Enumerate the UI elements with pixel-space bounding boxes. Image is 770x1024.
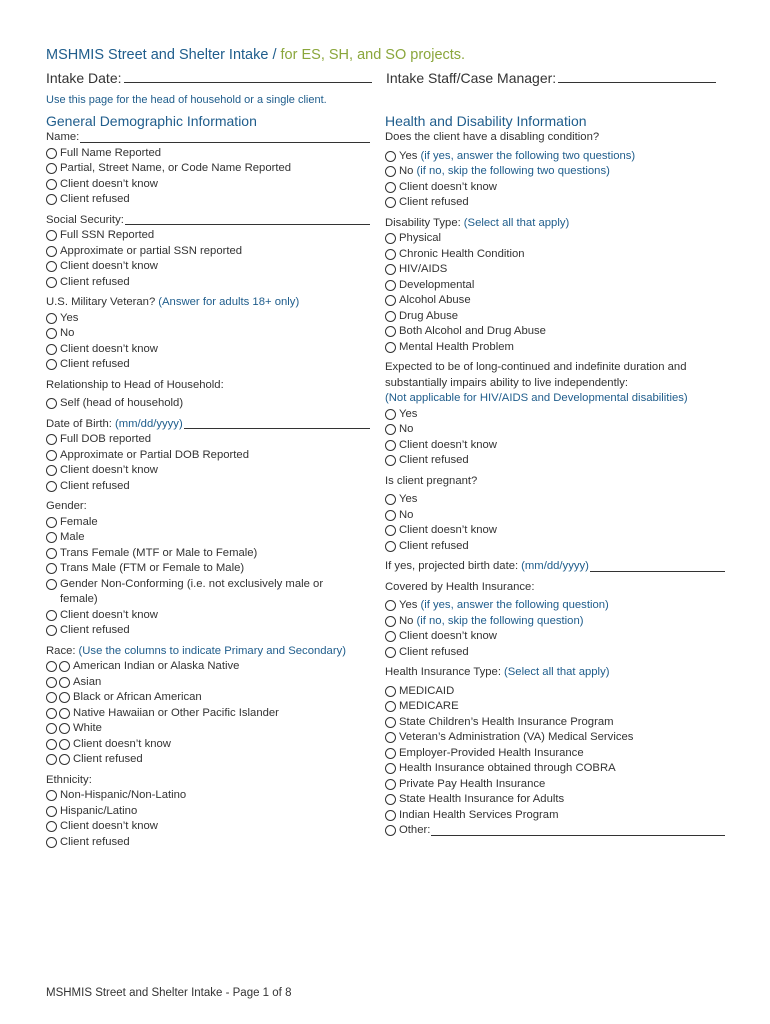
veteran-label: U.S. Military Veteran? (46, 296, 156, 308)
radio-icon[interactable] (46, 532, 57, 543)
radio-icon[interactable] (385, 717, 396, 728)
radio-icon[interactable] (46, 261, 57, 272)
insurance-type-option[interactable]: State Children’s Health Insurance Program (385, 715, 725, 731)
form-title-main: MSHMIS Street and Shelter Intake / (46, 47, 281, 63)
intake-staff-label: Intake Staff/Case Manager: (386, 70, 557, 86)
disability-type-hint: (Select all that apply) (463, 216, 570, 229)
name-option[interactable]: Full Name Reported (46, 146, 370, 162)
radio-icon[interactable] (46, 359, 57, 370)
radio-icon[interactable] (385, 701, 396, 712)
radio-icon[interactable] (46, 517, 57, 528)
radio-icon-secondary[interactable] (59, 739, 70, 750)
page-footer: MSHMIS Street and Shelter Intake - Page 1 of 8 (46, 987, 292, 999)
insurance-type-question (385, 665, 725, 681)
birth-date-question (385, 559, 725, 575)
race-option[interactable]: Black or African American (46, 690, 370, 706)
pregnant-question (385, 474, 725, 490)
general-demographic-section (46, 112, 370, 850)
relationship-label: Relationship to Head of Household: (46, 378, 224, 391)
gender-option[interactable]: Client refused (46, 623, 370, 639)
radio-icon[interactable] (385, 233, 396, 244)
radio-icon[interactable] (46, 148, 57, 159)
disabling-option[interactable]: Client doesn’t know (385, 180, 725, 196)
radio-icon[interactable] (46, 398, 57, 409)
race-option[interactable]: White (46, 721, 370, 737)
race-option[interactable]: Client doesn’t know (46, 737, 370, 753)
name-option[interactable]: Client refused (46, 192, 370, 208)
radio-icon[interactable] (46, 837, 57, 848)
expected-duration-option[interactable]: Yes (385, 407, 725, 423)
radio-icon-secondary[interactable] (59, 708, 70, 719)
insurance-type-option[interactable]: State Health Insurance for Adults (385, 792, 725, 808)
radio-icon-secondary[interactable] (59, 723, 70, 734)
expected-duration-hint: (Not applicable for HIV/AIDS and Developmental disabilities) (385, 392, 688, 404)
insurance-type-other-option[interactable]: Other: (385, 823, 725, 839)
radio-icon-primary[interactable] (46, 739, 57, 750)
gender-option[interactable]: Trans Male (FTM or Female to Male) (46, 561, 370, 577)
insurance-option[interactable]: Yes (if yes, answer the following question) (385, 598, 725, 614)
radio-icon[interactable] (46, 328, 57, 339)
radio-icon[interactable] (46, 434, 57, 445)
radio-icon[interactable] (385, 510, 396, 521)
veteran-option[interactable]: Yes (46, 311, 370, 327)
insurance-type-option[interactable]: Indian Health Services Program (385, 808, 725, 824)
dob-hint: (mm/dd/yyyy) (114, 417, 183, 430)
gender-option[interactable]: Female (46, 515, 370, 531)
gender-option[interactable]: Male (46, 530, 370, 546)
insurance-option[interactable]: No (if no, skip the following question) (385, 614, 725, 630)
dob-question (46, 417, 370, 433)
disability-type-label: Disability Type: (385, 216, 461, 229)
relationship-option[interactable]: Self (head of household) (46, 396, 370, 412)
radio-icon-secondary[interactable] (59, 754, 70, 765)
ssn-question (46, 213, 370, 229)
disability-type-option[interactable]: Drug Abuse (385, 309, 725, 325)
pregnant-option[interactable]: No (385, 508, 725, 524)
race-label: Race: (46, 644, 76, 657)
radio-icon[interactable] (46, 821, 57, 832)
radio-icon[interactable] (46, 465, 57, 476)
ethnicity-question (46, 773, 370, 789)
radio-icon[interactable] (46, 230, 57, 241)
radio-icon[interactable] (385, 600, 396, 611)
ethnicity-option[interactable]: Non-Hispanic/Non-Latino (46, 788, 370, 804)
radio-icon[interactable] (46, 548, 57, 559)
expected-duration-option[interactable]: Client doesn’t know (385, 438, 725, 454)
pregnant-option[interactable]: Client refused (385, 539, 725, 555)
radio-icon-primary[interactable] (46, 708, 57, 719)
radio-icon[interactable] (46, 163, 57, 174)
veteran-option[interactable]: Client refused (46, 357, 370, 373)
radio-icon[interactable] (385, 541, 396, 552)
radio-icon[interactable] (385, 440, 396, 451)
expected-duration-option[interactable]: Client refused (385, 453, 725, 469)
intake-staff-field (386, 70, 716, 86)
intake-date-field (46, 70, 372, 86)
intake-date-label: Intake Date: (46, 70, 122, 86)
veteran-option[interactable]: Client doesn’t know (46, 342, 370, 358)
birth-date-input[interactable] (590, 571, 725, 572)
head-of-household-note: Use this page for the head of household or a single client. (46, 94, 327, 106)
disability-type-option[interactable]: Both Alcohol and Drug Abuse (385, 324, 725, 340)
veteran-hint: (Answer for adults 18+ only) (158, 296, 300, 308)
radio-icon[interactable] (385, 264, 396, 275)
radio-icon[interactable] (46, 610, 57, 621)
radio-icon[interactable] (385, 409, 396, 420)
radio-icon[interactable] (46, 313, 57, 324)
radio-icon[interactable] (385, 494, 396, 505)
disability-type-question (385, 216, 725, 232)
disability-type-option[interactable]: Chronic Health Condition (385, 247, 725, 263)
radio-icon-secondary[interactable] (59, 661, 70, 672)
insurance-option[interactable]: Client refused (385, 645, 725, 661)
radio-icon[interactable] (46, 579, 57, 590)
radio-icon[interactable] (46, 481, 57, 492)
birth-date-label: If yes, projected birth date: (385, 560, 519, 572)
gender-question (46, 499, 370, 515)
race-option[interactable]: Native Hawaiian or Other Pacific Islander (46, 706, 370, 722)
disability-type-option[interactable]: Physical (385, 231, 725, 247)
gender-option[interactable]: Trans Female (MTF or Male to Female) (46, 546, 370, 562)
insurance-type-label: Health Insurance Type: (385, 666, 501, 678)
disabling-question (385, 130, 725, 146)
name-input[interactable] (80, 142, 370, 143)
radio-icon[interactable] (385, 151, 396, 162)
radio-icon[interactable] (385, 424, 396, 435)
insurance-type-option[interactable]: Veteran’s Administration (VA) Medical Services (385, 730, 725, 746)
radio-icon[interactable] (385, 295, 396, 306)
expected-duration-question (385, 360, 725, 407)
radio-icon-secondary[interactable] (59, 692, 70, 703)
name-question (46, 130, 370, 146)
race-option[interactable]: American Indian or Alaska Native (46, 659, 370, 675)
radio-icon[interactable] (385, 455, 396, 466)
insurance-label: Covered by Health Insurance: (385, 580, 535, 593)
radio-icon[interactable] (385, 249, 396, 260)
relationship-question (46, 378, 370, 394)
radio-icon[interactable] (385, 748, 396, 759)
disabling-option[interactable]: Client refused (385, 195, 725, 211)
ssn-option[interactable]: Approximate or partial SSN reported (46, 244, 370, 260)
intake-staff-input[interactable] (558, 82, 716, 83)
disabling-option[interactable]: No (if no, skip the following two questions) (385, 164, 725, 180)
gender-label: Gender: (46, 500, 87, 512)
insurance-type-option[interactable]: Private Pay Health Insurance (385, 777, 725, 793)
name-option[interactable]: Partial, Street Name, or Code Name Reported (46, 161, 370, 177)
radio-icon-primary[interactable] (46, 754, 57, 765)
radio-icon[interactable] (385, 616, 396, 627)
radio-icon[interactable] (46, 194, 57, 205)
radio-icon[interactable] (385, 810, 396, 821)
insurance-option[interactable]: Client doesn’t know (385, 629, 725, 645)
form-title (46, 47, 465, 63)
name-option[interactable]: Client doesn’t know (46, 177, 370, 193)
radio-icon[interactable] (385, 794, 396, 805)
pregnant-label: Is client pregnant? (385, 474, 478, 487)
dob-input[interactable] (184, 428, 370, 429)
gender-option[interactable]: Gender Non-Conforming (i.e. not exclusively male or female) (46, 577, 370, 608)
radio-icon[interactable] (385, 326, 396, 337)
insurance-type-option[interactable]: Health Insurance obtained through COBRA (385, 761, 725, 777)
dob-option[interactable]: Client refused (46, 479, 370, 495)
section-title-demographics: General Demographic Information (46, 113, 257, 129)
gender-option[interactable]: Client doesn’t know (46, 608, 370, 624)
dob-label: Date of Birth: (46, 417, 112, 430)
radio-icon-secondary[interactable] (59, 677, 70, 688)
disabling-label: Does the client have a disabling condition? (385, 131, 600, 143)
ssn-option[interactable]: Client doesn’t know (46, 259, 370, 275)
dob-option[interactable]: Approximate or Partial DOB Reported (46, 448, 370, 464)
radio-icon[interactable] (385, 631, 396, 642)
radio-icon-primary[interactable] (46, 677, 57, 688)
race-question (46, 644, 370, 660)
pregnant-option[interactable]: Yes (385, 492, 725, 508)
section-title-health: Health and Disability Information (385, 113, 587, 129)
race-hint: (Use the columns to indicate Primary and Secondary) (78, 644, 346, 657)
name-label: Name: (46, 131, 80, 143)
insurance-question (385, 580, 725, 596)
radio-icon-primary[interactable] (46, 692, 57, 703)
radio-icon[interactable] (46, 450, 57, 461)
dob-option[interactable]: Client doesn’t know (46, 463, 370, 479)
ethnicity-label: Ethnicity: (46, 773, 92, 786)
radio-icon[interactable] (46, 790, 57, 801)
radio-icon[interactable] (385, 763, 396, 774)
expected-duration-option[interactable]: No (385, 422, 725, 438)
radio-icon[interactable] (385, 166, 396, 177)
radio-icon[interactable] (46, 277, 57, 288)
disability-type-option[interactable]: HIV/AIDS (385, 262, 725, 278)
ethnicity-option[interactable]: Client doesn’t know (46, 819, 370, 835)
radio-icon[interactable] (385, 197, 396, 208)
radio-icon[interactable] (385, 779, 396, 790)
radio-icon[interactable] (385, 686, 396, 697)
ssn-label: Social Security: (46, 213, 124, 226)
insurance-other-input[interactable] (431, 823, 725, 836)
radio-icon[interactable] (46, 246, 57, 257)
disability-type-option[interactable]: Alcohol Abuse (385, 293, 725, 309)
ssn-input[interactable] (125, 224, 370, 225)
pregnant-option[interactable]: Client doesn’t know (385, 523, 725, 539)
insurance-type-option[interactable]: MEDICARE (385, 699, 725, 715)
radio-icon[interactable] (46, 806, 57, 817)
radio-icon[interactable] (385, 280, 396, 291)
ethnicity-option[interactable]: Hispanic/Latino (46, 804, 370, 820)
ssn-option[interactable]: Full SSN Reported (46, 228, 370, 244)
radio-icon[interactable] (385, 311, 396, 322)
radio-icon[interactable] (46, 563, 57, 574)
radio-icon-primary[interactable] (46, 661, 57, 672)
radio-icon[interactable] (46, 179, 57, 190)
insurance-type-option[interactable]: MEDICAID (385, 684, 725, 700)
radio-icon[interactable] (385, 647, 396, 658)
radio-icon[interactable] (385, 825, 396, 836)
ssn-option[interactable]: Client refused (46, 275, 370, 291)
radio-icon[interactable] (46, 625, 57, 636)
veteran-question (46, 295, 370, 311)
radio-icon[interactable] (385, 732, 396, 743)
expected-duration-label: Expected to be of long-continued and indefinite duration and substantially impairs ability to live independently: (385, 361, 687, 389)
insurance-type-option[interactable]: Employer-Provided Health Insurance (385, 746, 725, 762)
race-option[interactable]: Asian (46, 675, 370, 691)
radio-icon[interactable] (385, 525, 396, 536)
disabling-option[interactable]: Yes (if yes, answer the following two questions) (385, 149, 725, 165)
form-subtitle: for ES, SH, and SO projects. (280, 47, 466, 63)
birth-date-hint: (mm/dd/yyyy) (521, 560, 589, 572)
radio-icon[interactable] (385, 182, 396, 193)
radio-icon-primary[interactable] (46, 723, 57, 734)
race-option[interactable]: Client refused (46, 752, 370, 768)
radio-icon[interactable] (46, 344, 57, 355)
veteran-option[interactable]: No (46, 326, 370, 342)
disability-type-option[interactable]: Developmental (385, 278, 725, 294)
health-disability-section (385, 112, 725, 839)
intake-date-input[interactable] (124, 82, 372, 83)
dob-option[interactable]: Full DOB reported (46, 432, 370, 448)
radio-icon[interactable] (385, 342, 396, 353)
insurance-type-hint: (Select all that apply) (503, 666, 610, 678)
ethnicity-option[interactable]: Client refused (46, 835, 370, 851)
disability-type-option[interactable]: Mental Health Problem (385, 340, 725, 356)
